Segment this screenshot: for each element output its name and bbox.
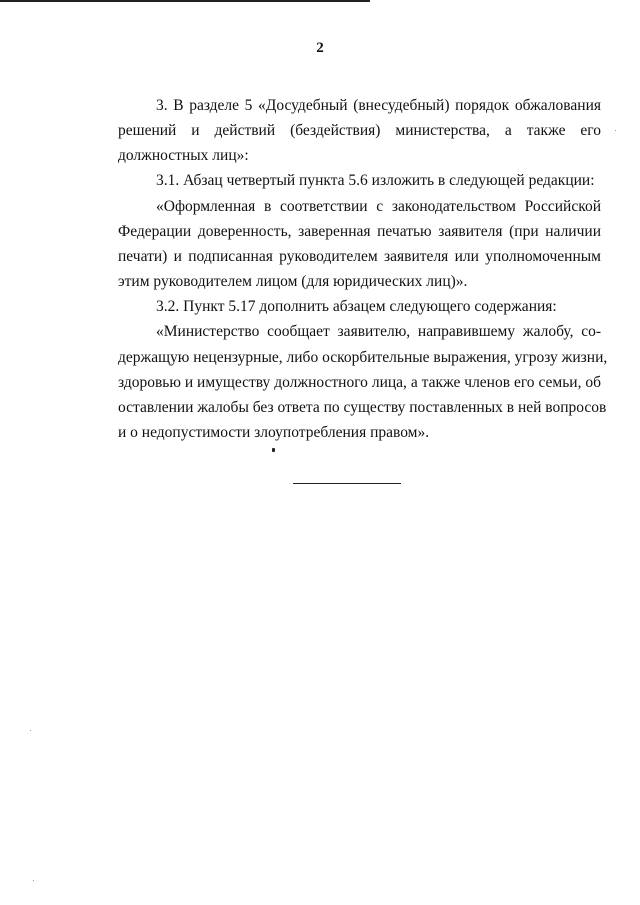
text-line: печати) и подписанная руководителем заявителя или уполномоченным bbox=[118, 248, 601, 265]
scan-top-border bbox=[0, 0, 370, 2]
text-line: должностных лиц»: bbox=[118, 147, 249, 164]
text-line: здоровью и имуществу должностного лица, а также членов его семьи, об bbox=[118, 374, 601, 391]
text-line: 3. В разделе 5 «Досудебный (внесудебный) порядок обжалования bbox=[156, 97, 601, 114]
text-line: 3.1. Абзац четвертый пункта 5.6 изложить в следующей редакции: bbox=[156, 172, 595, 189]
page-number: 2 bbox=[316, 40, 324, 56]
text-line: Федерации доверенность, заверенная печатью заявителя (при наличии bbox=[118, 223, 601, 240]
scan-speck bbox=[33, 880, 34, 881]
text-line: «Министерство сообщает заявителю, направившему жалобу, со- bbox=[156, 323, 601, 340]
scan-speck bbox=[615, 130, 616, 131]
text-line: 3.2. Пункт 5.17 дополнить абзацем следующего содержания: bbox=[156, 298, 557, 315]
scan-speck bbox=[272, 448, 275, 452]
text-line: «Оформленная в соответствии с законодательством Российской bbox=[156, 198, 601, 215]
text-line: этим руководителем лицом (для юридических лиц)». bbox=[118, 273, 468, 290]
end-of-text-rule bbox=[293, 483, 401, 484]
text-line: держащую нецензурные, либо оскорбительные выражения, угрозу жизни, bbox=[118, 349, 608, 366]
text-line: решений и действий (бездействия) министерства, а также его bbox=[118, 122, 601, 139]
text-line: и о недопустимости злоупотребления правом». bbox=[118, 424, 430, 441]
text-line: оставлении жалобы без ответа по существу поставленных в ней вопросов bbox=[118, 399, 607, 416]
scan-speck bbox=[30, 730, 31, 731]
